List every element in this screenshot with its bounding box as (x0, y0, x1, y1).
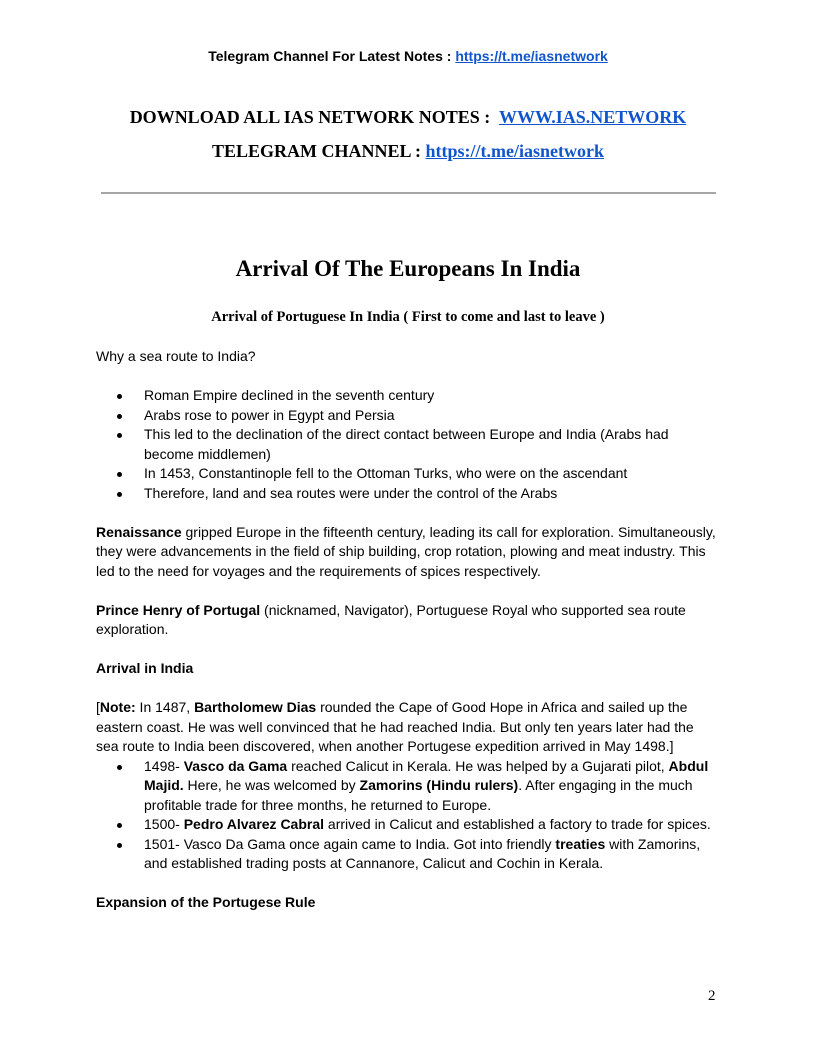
list-item: This led to the declination of the direct contact between Europe and India (Arabs had become middlemen) (144, 425, 720, 464)
channel-heading (0, 141, 816, 162)
prince-paragraph (96, 601, 720, 640)
expansion-heading: Expansion of the Portugese Rule (96, 894, 316, 910)
renaissance-text: gripped Europe in the fifteenth century, leading its call for exploration. Simultaneously, they were advancements in the field of ship building, crop rotation, plowing and meat industry. This led to the need for voyages and the requirements of spices respectively. (96, 523, 716, 579)
dias-name: Bartholomew Dias (194, 699, 317, 715)
list-item: Arabs rose to power in Egypt and Persia (144, 406, 720, 426)
list-item: Therefore, land and sea routes were under the control of the Arabs (144, 484, 720, 504)
channel-label: TELEGRAM CHANNEL : (211, 141, 426, 161)
section-subtitle: Arrival of Portuguese In India ( First to come and last to leave ) (211, 309, 605, 325)
channel-link[interactable]: https://t.me/iasnetwork (425, 141, 605, 161)
telegram-banner-label: Telegram Channel For Latest Notes : (208, 48, 456, 64)
events-list (96, 757, 720, 874)
list-item: In 1453, Constantinople fell to the Ottoman Turks, who were on the ascendant (144, 464, 720, 484)
download-heading (0, 107, 816, 128)
arrival-heading: Arrival in India (96, 660, 194, 676)
note-paragraph: [Note: In 1487, Bartholomew Dias rounded the Cape of Good Hope in Africa and sailed up the eastern coast. He was well convinced that he had reached India. But only ten years later had the sea route to India been discovered, when another Portugese expedition arrived in May 1498.] (96, 699, 694, 754)
prince-term: Prince Henry of Portugal (96, 601, 261, 618)
list-item: 1498- Vasco da Gama reached Calicut in Kerala. He was helped by a Gujarati pilot, Abdul Majid. Here, he was welcomed by Zamorins (Hindu rulers). After engaging in the much profitable trade for three months, he returned to Europe. (144, 757, 720, 816)
list-item: 1500- Pedro Alvarez Cabral arrived in Calicut and established a factory to trade for spices. (144, 815, 720, 835)
website-link[interactable]: WWW.IAS.NETWORK (498, 107, 687, 127)
list-item: 1501- Vasco Da Gama once again came to India. Got into friendly treaties with Zamorins, and established trading posts at Cannanore, Calicut and Cochin in Kerala. (144, 835, 720, 874)
list-item: Roman Empire declined in the seventh century (144, 386, 720, 406)
page-number: 2 (708, 988, 716, 1004)
renaissance-term: Renaissance (96, 523, 182, 540)
telegram-link[interactable]: https://t.me/iasnetwork (455, 48, 608, 64)
note-label: Note: (99, 699, 136, 715)
telegram-banner (0, 48, 816, 64)
prince-text: (nicknamed, Navigator), Portuguese Royal who supported sea route exploration. (96, 601, 686, 637)
document-body (96, 347, 720, 913)
renaissance-paragraph (96, 523, 720, 582)
why-heading: Why a sea route to India? (96, 348, 256, 364)
page-title: Arrival Of The Europeans In India (235, 256, 581, 281)
reasons-list (96, 386, 720, 503)
download-label: DOWNLOAD ALL IAS NETWORK NOTES : (129, 107, 499, 127)
horizontal-divider (101, 192, 716, 194)
